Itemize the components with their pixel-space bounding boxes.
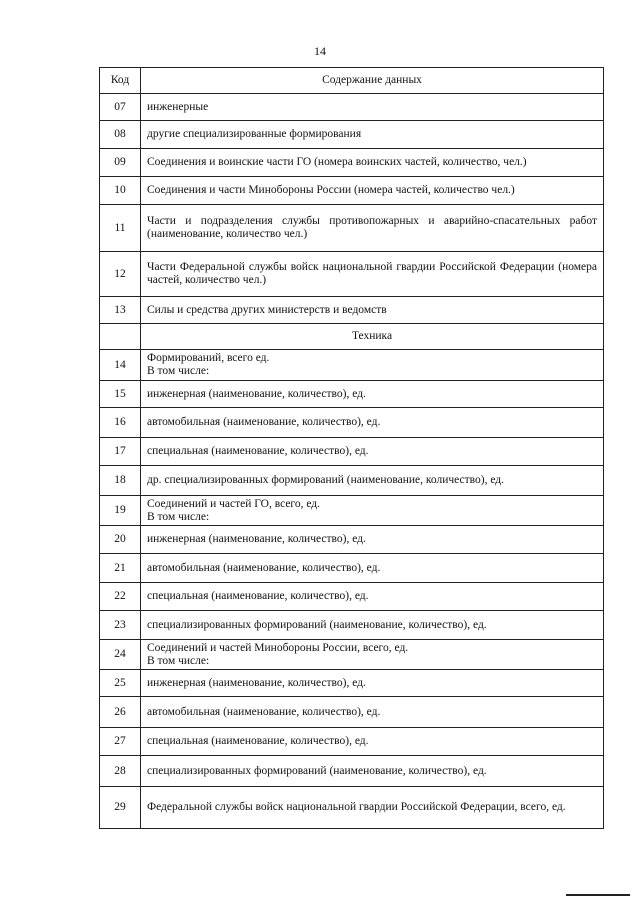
row-code: 07	[100, 94, 141, 121]
row-content: Части и подразделения службы противопожарных и аварийно-спасательных работ (наименование, количество чел.)	[141, 205, 604, 252]
row-content: Соединения и воинские части ГО (номера воинских частей, количество, чел.)	[141, 149, 604, 177]
row-content: Силы и средства других министерств и ведомств	[141, 297, 604, 324]
table-row	[100, 149, 604, 177]
table-row	[100, 611, 604, 640]
row-code: 19	[100, 496, 141, 526]
row-content	[141, 496, 604, 526]
row-content-main: Соединений и частей Минобороны России, всего, ед.	[147, 641, 409, 654]
row-content: специальная (наименование, количество), ед.	[141, 728, 604, 756]
row-content-main: Соединений и частей ГО, всего, ед.	[147, 497, 321, 510]
row-code: 27	[100, 728, 141, 756]
section-row	[100, 324, 604, 350]
row-code: 29	[100, 787, 141, 829]
row-content: инженерная (наименование, количество), ед.	[141, 670, 604, 697]
row-code: 16	[100, 408, 141, 438]
row-code: 24	[100, 640, 141, 670]
table-row	[100, 205, 604, 252]
row-content: инженерная (наименование, количество), ед.	[141, 381, 604, 408]
row-content-sub: В том числе:	[147, 510, 210, 523]
row-content: инженерные	[141, 94, 604, 121]
table-body	[100, 94, 604, 829]
row-content: специализированных формирований (наименование, количество), ед.	[141, 756, 604, 787]
table-row	[100, 350, 604, 381]
row-code: 13	[100, 297, 141, 324]
row-code: 10	[100, 177, 141, 205]
table-row	[100, 177, 604, 205]
section-label: Техника	[141, 324, 604, 350]
row-content: специализированных формирований (наименование, количество), ед.	[141, 611, 604, 640]
row-content: Федеральной службы войск национальной гвардии Российской Федерации, всего, ед.	[141, 787, 604, 829]
section-code-empty	[100, 324, 141, 350]
row-code: 08	[100, 121, 141, 149]
table-row	[100, 121, 604, 149]
table-row	[100, 756, 604, 787]
row-code: 09	[100, 149, 141, 177]
row-code: 18	[100, 466, 141, 496]
row-code: 28	[100, 756, 141, 787]
table-row	[100, 252, 604, 297]
row-content: др. специализированных формирований (наименование, количество), ед.	[141, 466, 604, 496]
row-code: 17	[100, 438, 141, 466]
row-code: 14	[100, 350, 141, 381]
table-row	[100, 297, 604, 324]
header-content: Содержание данных	[141, 68, 604, 94]
row-code: 15	[100, 381, 141, 408]
table-row	[100, 94, 604, 121]
table-row	[100, 670, 604, 697]
row-content: автомобильная (наименование, количество), ед.	[141, 408, 604, 438]
table-row	[100, 466, 604, 496]
row-code: 23	[100, 611, 141, 640]
row-code: 11	[100, 205, 141, 252]
row-content-main: Формирований, всего ед.	[147, 352, 270, 364]
table-row	[100, 728, 604, 756]
page-number: 14	[314, 44, 326, 58]
row-content	[141, 350, 604, 381]
table-row	[100, 438, 604, 466]
table-row	[100, 640, 604, 670]
row-code: 12	[100, 252, 141, 297]
row-content: Соединения и части Минобороны России (номера частей, количество чел.)	[141, 177, 604, 205]
row-content: специальная (наименование, количество), ед.	[141, 583, 604, 611]
bottom-rule	[566, 894, 630, 896]
row-code: 22	[100, 583, 141, 611]
row-code: 20	[100, 526, 141, 554]
table-row	[100, 526, 604, 554]
row-content	[141, 640, 604, 670]
table-row	[100, 554, 604, 583]
table-header-row	[100, 68, 604, 94]
row-code: 26	[100, 697, 141, 728]
table-row	[100, 496, 604, 526]
row-content: автомобильная (наименование, количество), ед.	[141, 697, 604, 728]
table-row	[100, 381, 604, 408]
row-content: Части Федеральной службы войск национальной гвардии Российской Федерации (номера частей, количество чел.)	[141, 252, 604, 297]
table-row	[100, 583, 604, 611]
row-content: автомобильная (наименование, количество), ед.	[141, 554, 604, 583]
row-content: другие специализированные формирования	[141, 121, 604, 149]
row-content-sub: В том числе:	[147, 365, 210, 377]
data-table	[99, 67, 604, 829]
table-row	[100, 408, 604, 438]
table-row	[100, 697, 604, 728]
row-code: 21	[100, 554, 141, 583]
row-content-sub: В том числе:	[147, 654, 210, 667]
row-content: специальная (наименование, количество), ед.	[141, 438, 604, 466]
row-code: 25	[100, 670, 141, 697]
row-content: инженерная (наименование, количество), ед.	[141, 526, 604, 554]
table-row	[100, 787, 604, 829]
header-code: Код	[100, 68, 141, 94]
